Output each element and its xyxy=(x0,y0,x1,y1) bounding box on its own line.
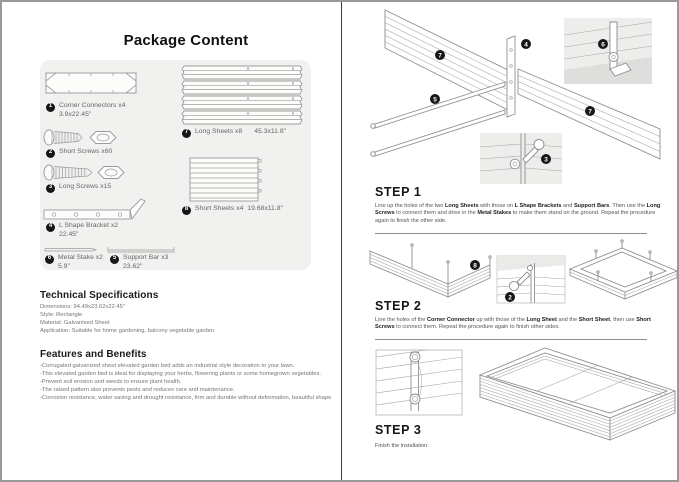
item-label: Metal Stake x2 xyxy=(58,254,103,261)
item-size: 3.9x22.45" xyxy=(59,110,92,118)
item-label: Long Screws x15 xyxy=(59,183,112,190)
package-item xyxy=(182,205,283,215)
corner-connector-icon xyxy=(44,66,138,100)
page-title: Package Content xyxy=(123,32,249,49)
separator xyxy=(375,233,647,234)
features-lines xyxy=(40,363,338,403)
diagram-number-badge xyxy=(470,260,480,270)
item-label: Short Sheets x4 xyxy=(195,205,244,212)
package-box xyxy=(40,60,311,270)
diagram-number-badge xyxy=(585,106,595,116)
diagram-number-badge xyxy=(598,39,608,49)
svg-text:2: 2 xyxy=(508,294,512,302)
support-bar-icon xyxy=(106,246,176,254)
diagram-number-badge xyxy=(521,39,531,49)
l-shape-bracket-icon xyxy=(42,198,150,224)
feature-line: -This elevated garden bed is ideal for displaying your herbs, flowering plants or some homegrown vegetables. xyxy=(40,370,321,377)
svg-text:7: 7 xyxy=(588,108,592,116)
long-screw-icon xyxy=(42,161,132,183)
item-number-badge: 3 xyxy=(46,184,55,193)
item-label: L Shape Bracket x2 xyxy=(59,222,119,229)
package-item xyxy=(46,148,112,158)
tech-specs-lines xyxy=(40,304,335,336)
item-size: 45.3x11.8" xyxy=(254,128,287,135)
diagram-number-badge xyxy=(541,154,551,164)
step2-text: Line the holes of the Corner Connector up with those of the Long Sheet and the Short Sheet, then use Short Screws to connect them. Repeat the procedure again to finish other sides. xyxy=(375,317,651,331)
package-item xyxy=(46,102,126,120)
item-number-badge: 2 xyxy=(46,149,55,158)
step2-title: STEP 2 xyxy=(375,299,422,313)
tech-specs-title: Technical Specifications xyxy=(40,290,159,301)
package-item xyxy=(45,254,103,272)
step3-title: STEP 3 xyxy=(375,423,422,437)
feature-line: -Corrugated galvanized sheet elevated garden bed adds an industrial style decoration to your lawn. xyxy=(40,363,295,369)
short-screw-icon xyxy=(42,126,120,148)
feature-line: -Corrosion resistance, water saving and drought resistance, firm and durable without deformation, beautiful shape xyxy=(40,394,332,401)
step3-text: Finish the installation. xyxy=(375,443,429,449)
diagram-number-badge xyxy=(505,292,515,302)
step1-diagram xyxy=(345,2,679,184)
package-content-panel xyxy=(2,2,341,480)
spec-line: Material: Galvanised Sheet xyxy=(40,319,110,326)
item-label: Support Bar x3 xyxy=(123,254,169,261)
step1-title: STEP 1 xyxy=(375,185,422,199)
item-size: 19.68x11.8" xyxy=(247,205,283,212)
item-number-badge: 8 xyxy=(182,206,191,215)
item-number-badge: 4 xyxy=(46,223,55,232)
short-sheets-icon xyxy=(186,157,266,202)
package-item xyxy=(182,128,286,138)
svg-text:5: 5 xyxy=(433,96,437,104)
svg-text:8: 8 xyxy=(473,262,477,270)
item-label: Short Screws x60 xyxy=(59,148,113,155)
connector-detail-inset xyxy=(376,345,462,415)
svg-text:4: 4 xyxy=(524,41,528,49)
metal-stake-icon xyxy=(42,246,98,254)
package-item xyxy=(110,254,168,272)
item-label: Long Sheets x8 xyxy=(195,128,243,135)
item-size: 5.9" xyxy=(58,262,70,270)
item-label: Corner Connectors x4 xyxy=(59,102,126,109)
assembled-frame xyxy=(570,240,677,299)
separator xyxy=(375,339,647,340)
svg-text:7: 7 xyxy=(438,52,442,60)
feature-line: -The raised pattern also prevents pests and reduces care and maintenance. xyxy=(40,386,235,393)
item-size: 22.45" xyxy=(59,230,79,238)
item-number-badge: 6 xyxy=(45,255,54,264)
spec-line: Application: Suitable for home gardening, balcony vegetable garden xyxy=(40,327,215,334)
diagram-number-badge xyxy=(435,50,445,60)
finished-bed xyxy=(480,348,675,440)
step3-diagram xyxy=(345,343,679,459)
item-number-badge: 7 xyxy=(182,129,191,138)
feature-line: -Prevent soil erosion and weeds to ensure plant health. xyxy=(40,378,182,385)
item-number-badge: 5 xyxy=(110,255,119,264)
spec-line: Style: Rectangle xyxy=(40,311,83,318)
panel-divider xyxy=(341,2,342,480)
diagram-number-badge xyxy=(430,94,440,104)
svg-text:3: 3 xyxy=(544,156,548,164)
long-sheets-icon xyxy=(178,65,306,127)
item-size: 23.62" xyxy=(123,262,143,270)
features-title: Features and Benefits xyxy=(40,349,147,360)
spec-line: Dimensions: 94.49x23.62x22.45" xyxy=(40,304,125,310)
stake-detail-inset xyxy=(564,18,652,84)
item-number-badge: 1 xyxy=(46,103,55,112)
step1-text: Line up the holes of the two Long Sheets with those on L Shape Brackets and Support Bars. Then use the Long Screws to connect them and drive in the Metal Stakes to make them stand on the ground. Repeat the procedure again to finish the other side. xyxy=(375,203,661,224)
step2-diagram xyxy=(345,239,679,305)
assembly-steps-panel xyxy=(345,2,679,480)
package-item xyxy=(46,183,111,193)
package-item xyxy=(46,222,118,240)
svg-text:6: 6 xyxy=(601,41,605,49)
